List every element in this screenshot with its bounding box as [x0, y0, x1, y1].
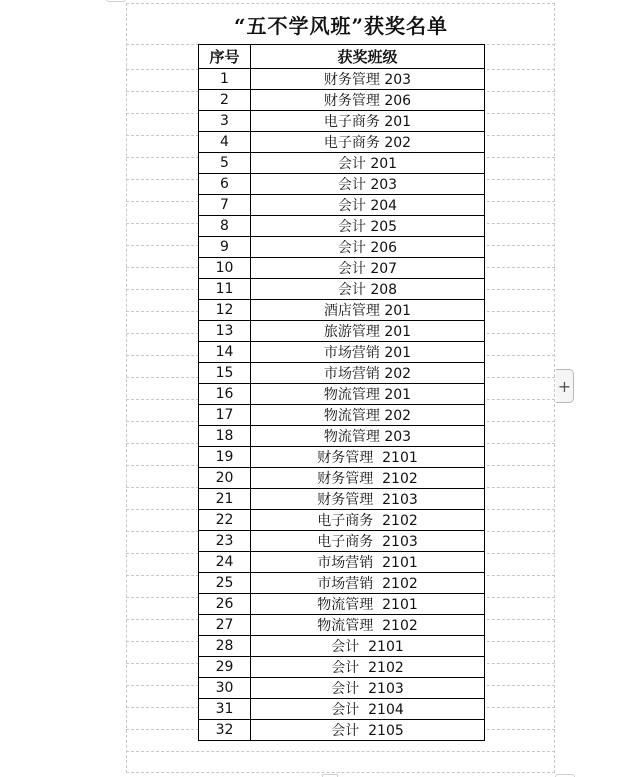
- grid-line: [126, 751, 555, 752]
- row-class-cell[interactable]: 财务管理 2103: [251, 489, 485, 510]
- table-row: [199, 237, 485, 258]
- header-class[interactable]: 获奖班级: [251, 45, 485, 69]
- row-index-cell[interactable]: 7: [199, 195, 251, 216]
- row-class-cell[interactable]: 电子商务 2102: [251, 510, 485, 531]
- row-index-cell[interactable]: 9: [199, 237, 251, 258]
- row-class-cell[interactable]: 物流管理 202: [251, 405, 485, 426]
- row-class-cell[interactable]: 财务管理 2101: [251, 447, 485, 468]
- row-class-cell[interactable]: 市场营销 2101: [251, 552, 485, 573]
- table-row: [199, 111, 485, 132]
- row-index-cell[interactable]: 31: [199, 699, 251, 720]
- row-index-cell[interactable]: 14: [199, 342, 251, 363]
- row-index-cell[interactable]: 6: [199, 174, 251, 195]
- plus-icon: +: [557, 376, 572, 396]
- table-row: [199, 132, 485, 153]
- table-row: [199, 195, 485, 216]
- table-row: [199, 594, 485, 615]
- row-index-cell[interactable]: 30: [199, 678, 251, 699]
- table-row: [199, 405, 485, 426]
- header-index[interactable]: 序号: [199, 45, 251, 69]
- row-class-cell[interactable]: 旅游管理 201: [251, 321, 485, 342]
- row-index-cell[interactable]: 26: [199, 594, 251, 615]
- row-class-cell[interactable]: 财务管理 203: [251, 69, 485, 90]
- table-row: [199, 69, 485, 90]
- row-index-cell[interactable]: 5: [199, 153, 251, 174]
- row-index-cell[interactable]: 17: [199, 405, 251, 426]
- page-edge-tab-top: [106, 0, 126, 2]
- row-class-cell[interactable]: 财务管理 2102: [251, 468, 485, 489]
- table-row: [199, 384, 485, 405]
- table-row: [199, 573, 485, 594]
- row-index-cell[interactable]: 10: [199, 258, 251, 279]
- table-row: [199, 720, 485, 741]
- table-row: [199, 153, 485, 174]
- row-index-cell[interactable]: 12: [199, 300, 251, 321]
- row-index-cell[interactable]: 1: [199, 69, 251, 90]
- row-class-cell[interactable]: 会计 204: [251, 195, 485, 216]
- row-index-cell[interactable]: 3: [199, 111, 251, 132]
- table-row: [199, 90, 485, 111]
- row-index-cell[interactable]: 23: [199, 531, 251, 552]
- table-row: [199, 615, 485, 636]
- row-class-cell[interactable]: 物流管理 201: [251, 384, 485, 405]
- table-row: [199, 699, 485, 720]
- table-row: [199, 531, 485, 552]
- table-row: [199, 342, 485, 363]
- row-index-cell[interactable]: 13: [199, 321, 251, 342]
- row-class-cell[interactable]: 市场营销 201: [251, 342, 485, 363]
- row-class-cell[interactable]: 物流管理 2102: [251, 615, 485, 636]
- add-column-button[interactable]: [556, 369, 574, 403]
- table-row: [199, 468, 485, 489]
- table-row: [199, 678, 485, 699]
- row-class-cell[interactable]: 电子商务 2103: [251, 531, 485, 552]
- table-row: [199, 510, 485, 531]
- table-row: [199, 258, 485, 279]
- row-class-cell[interactable]: 财务管理 206: [251, 90, 485, 111]
- row-class-cell[interactable]: 会计 203: [251, 174, 485, 195]
- row-class-cell[interactable]: 会计 2105: [251, 720, 485, 741]
- row-index-cell[interactable]: 8: [199, 216, 251, 237]
- table-row: [199, 300, 485, 321]
- row-class-cell[interactable]: 物流管理 2101: [251, 594, 485, 615]
- award-table: [198, 44, 485, 741]
- table-header-row: [199, 45, 485, 69]
- table-row: [199, 363, 485, 384]
- row-index-cell[interactable]: 19: [199, 447, 251, 468]
- row-index-cell[interactable]: 16: [199, 384, 251, 405]
- row-index-cell[interactable]: 28: [199, 636, 251, 657]
- table-row: [199, 657, 485, 678]
- row-class-cell[interactable]: 酒店管理 201: [251, 300, 485, 321]
- row-index-cell[interactable]: 2: [199, 90, 251, 111]
- row-index-cell[interactable]: 25: [199, 573, 251, 594]
- row-class-cell[interactable]: 会计 2103: [251, 678, 485, 699]
- row-index-cell[interactable]: 18: [199, 426, 251, 447]
- table-row: [199, 279, 485, 300]
- table-row: [199, 216, 485, 237]
- row-index-cell[interactable]: 15: [199, 363, 251, 384]
- row-class-cell[interactable]: 会计 2101: [251, 636, 485, 657]
- table-row: [199, 174, 485, 195]
- row-index-cell[interactable]: 21: [199, 489, 251, 510]
- document-title: “五不学风班”获奖名单: [233, 13, 448, 38]
- table-row: [199, 447, 485, 468]
- row-class-cell[interactable]: 会计 207: [251, 258, 485, 279]
- table-row: [199, 636, 485, 657]
- row-index-cell[interactable]: 22: [199, 510, 251, 531]
- table-row: [199, 426, 485, 447]
- row-index-cell[interactable]: 27: [199, 615, 251, 636]
- row-class-cell[interactable]: 会计 2104: [251, 699, 485, 720]
- row-class-cell[interactable]: 市场营销 202: [251, 363, 485, 384]
- row-index-cell[interactable]: 4: [199, 132, 251, 153]
- row-class-cell[interactable]: 电子商务 202: [251, 132, 485, 153]
- row-class-cell[interactable]: 市场营销 2102: [251, 573, 485, 594]
- row-class-cell[interactable]: 会计 208: [251, 279, 485, 300]
- table-row: [199, 552, 485, 573]
- row-class-cell[interactable]: 会计 2102: [251, 657, 485, 678]
- row-index-cell[interactable]: 11: [199, 279, 251, 300]
- row-index-cell[interactable]: 24: [199, 552, 251, 573]
- row-class-cell[interactable]: 电子商务 201: [251, 111, 485, 132]
- row-class-cell[interactable]: 物流管理 203: [251, 426, 485, 447]
- table-row: [199, 321, 485, 342]
- row-index-cell[interactable]: 29: [199, 657, 251, 678]
- table-row: [199, 489, 485, 510]
- row-class-cell[interactable]: 会计 206: [251, 237, 485, 258]
- row-index-cell[interactable]: 20: [199, 468, 251, 489]
- row-class-cell[interactable]: 会计 205: [251, 216, 485, 237]
- row-class-cell[interactable]: 会计 201: [251, 153, 485, 174]
- row-index-cell[interactable]: 32: [199, 720, 251, 741]
